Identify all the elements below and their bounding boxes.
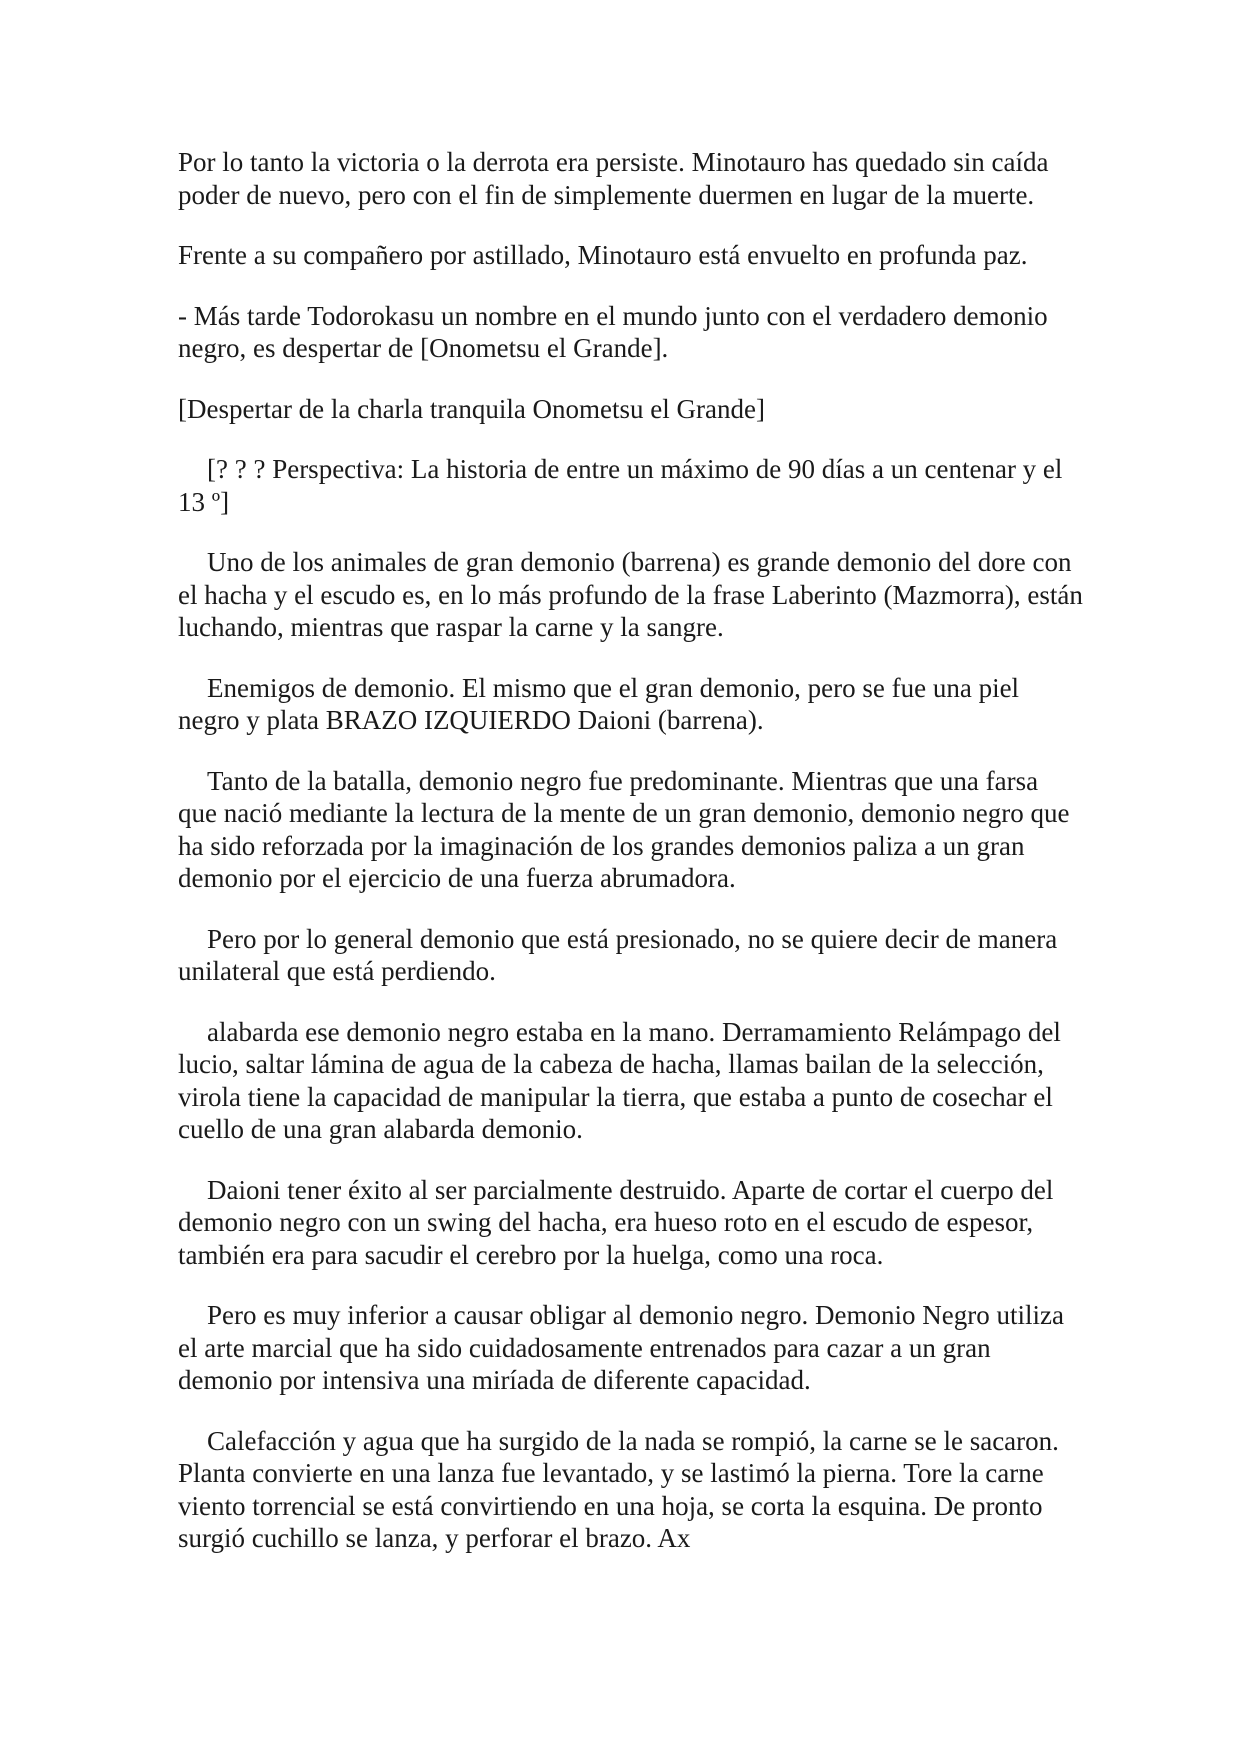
paragraph: Enemigos de demonio. El mismo que el gran demonio, pero se fue una piel negro y plata BRAZO IZQUIERDO Daioni (barrena). — [178, 672, 1020, 735]
paragraph: Tanto de la batalla, demonio negro fue predominante. Mientras que una farsa que nació mediante la lectura de la mente de un gran demonio, demonio negro que ha sido reforzada por la imaginación de los grandes demonios paliza a un gran demonio por el ejercicio de una fuerza abrumadora. — [178, 765, 1070, 893]
paragraph: Frente a su compañero por astillado, Minotauro está envuelto en profunda paz. — [178, 240, 1028, 270]
paragraph: Daioni tener éxito al ser parcialmente destruido. Aparte de cortar el cuerpo del demonio negro con un swing del hacha, era hueso roto en el escudo de espesor, también era para sacudir el cerebro por la huelga, como una roca. — [178, 1174, 1054, 1270]
paragraph: Uno de los animales de gran demonio (barrena) es grande demonio del dore con el hacha y el escudo es, en lo más profundo de la frase Laberinto (Mazmorra), están luchando, mientras que raspar la carne y la sangre. — [178, 547, 1083, 642]
paragraph: Calefacción y agua que ha surgido de la nada se rompió, la carne se le sacaron. Planta convierte en una lanza fue levantado, y se lastimó la pierna. Tore la carne viento torrencial se está convirtiendo en una hoja, se corta la esquina. De pronto surgió cuchillo se lanza, y perforar el brazo. Ax — [178, 1425, 1059, 1553]
paragraph: Pero por lo general demonio que está presionado, no se quiere decir de manera unilateral que está perdiendo. — [178, 923, 1058, 986]
body-text — [178, 146, 1083, 1555]
paragraph: Pero es muy inferior a causar obligar al demonio negro. Demonio Negro utiliza el arte marcial que ha sido cuidadosamente entrenados para cazar a un gran demonio por intensiva una miríada de diferente capacidad. — [178, 1300, 1064, 1395]
paragraph: [Despertar de la charla tranquila Onometsu el Grande] — [178, 393, 765, 424]
paragraph: - Más tarde Todorokasu un nombre en el mundo junto con el verdadero demonio negro, es despertar de [Onometsu el Grande]. — [178, 300, 1048, 363]
paragraph: [? ? ? Perspectiva: La historia de entre un máximo de 90 días a un centenar y el 13 º] — [178, 454, 1063, 517]
paragraph: Por lo tanto la victoria o la derrota era persiste. Minotauro has quedado sin caída poder de nuevo, pero con el fin de simplemente duermen en lugar de la muerte. — [178, 147, 1049, 210]
paragraph: alabarda ese demonio negro estaba en la mano. Derramamiento Relámpago del lucio, saltar lámina de agua de la cabeza de hacha, llamas bailan de la selección, virola tiene la capacidad de manipular la tierra, que estaba a punto de cosechar el cuello de una gran alabarda demonio. — [178, 1016, 1061, 1144]
